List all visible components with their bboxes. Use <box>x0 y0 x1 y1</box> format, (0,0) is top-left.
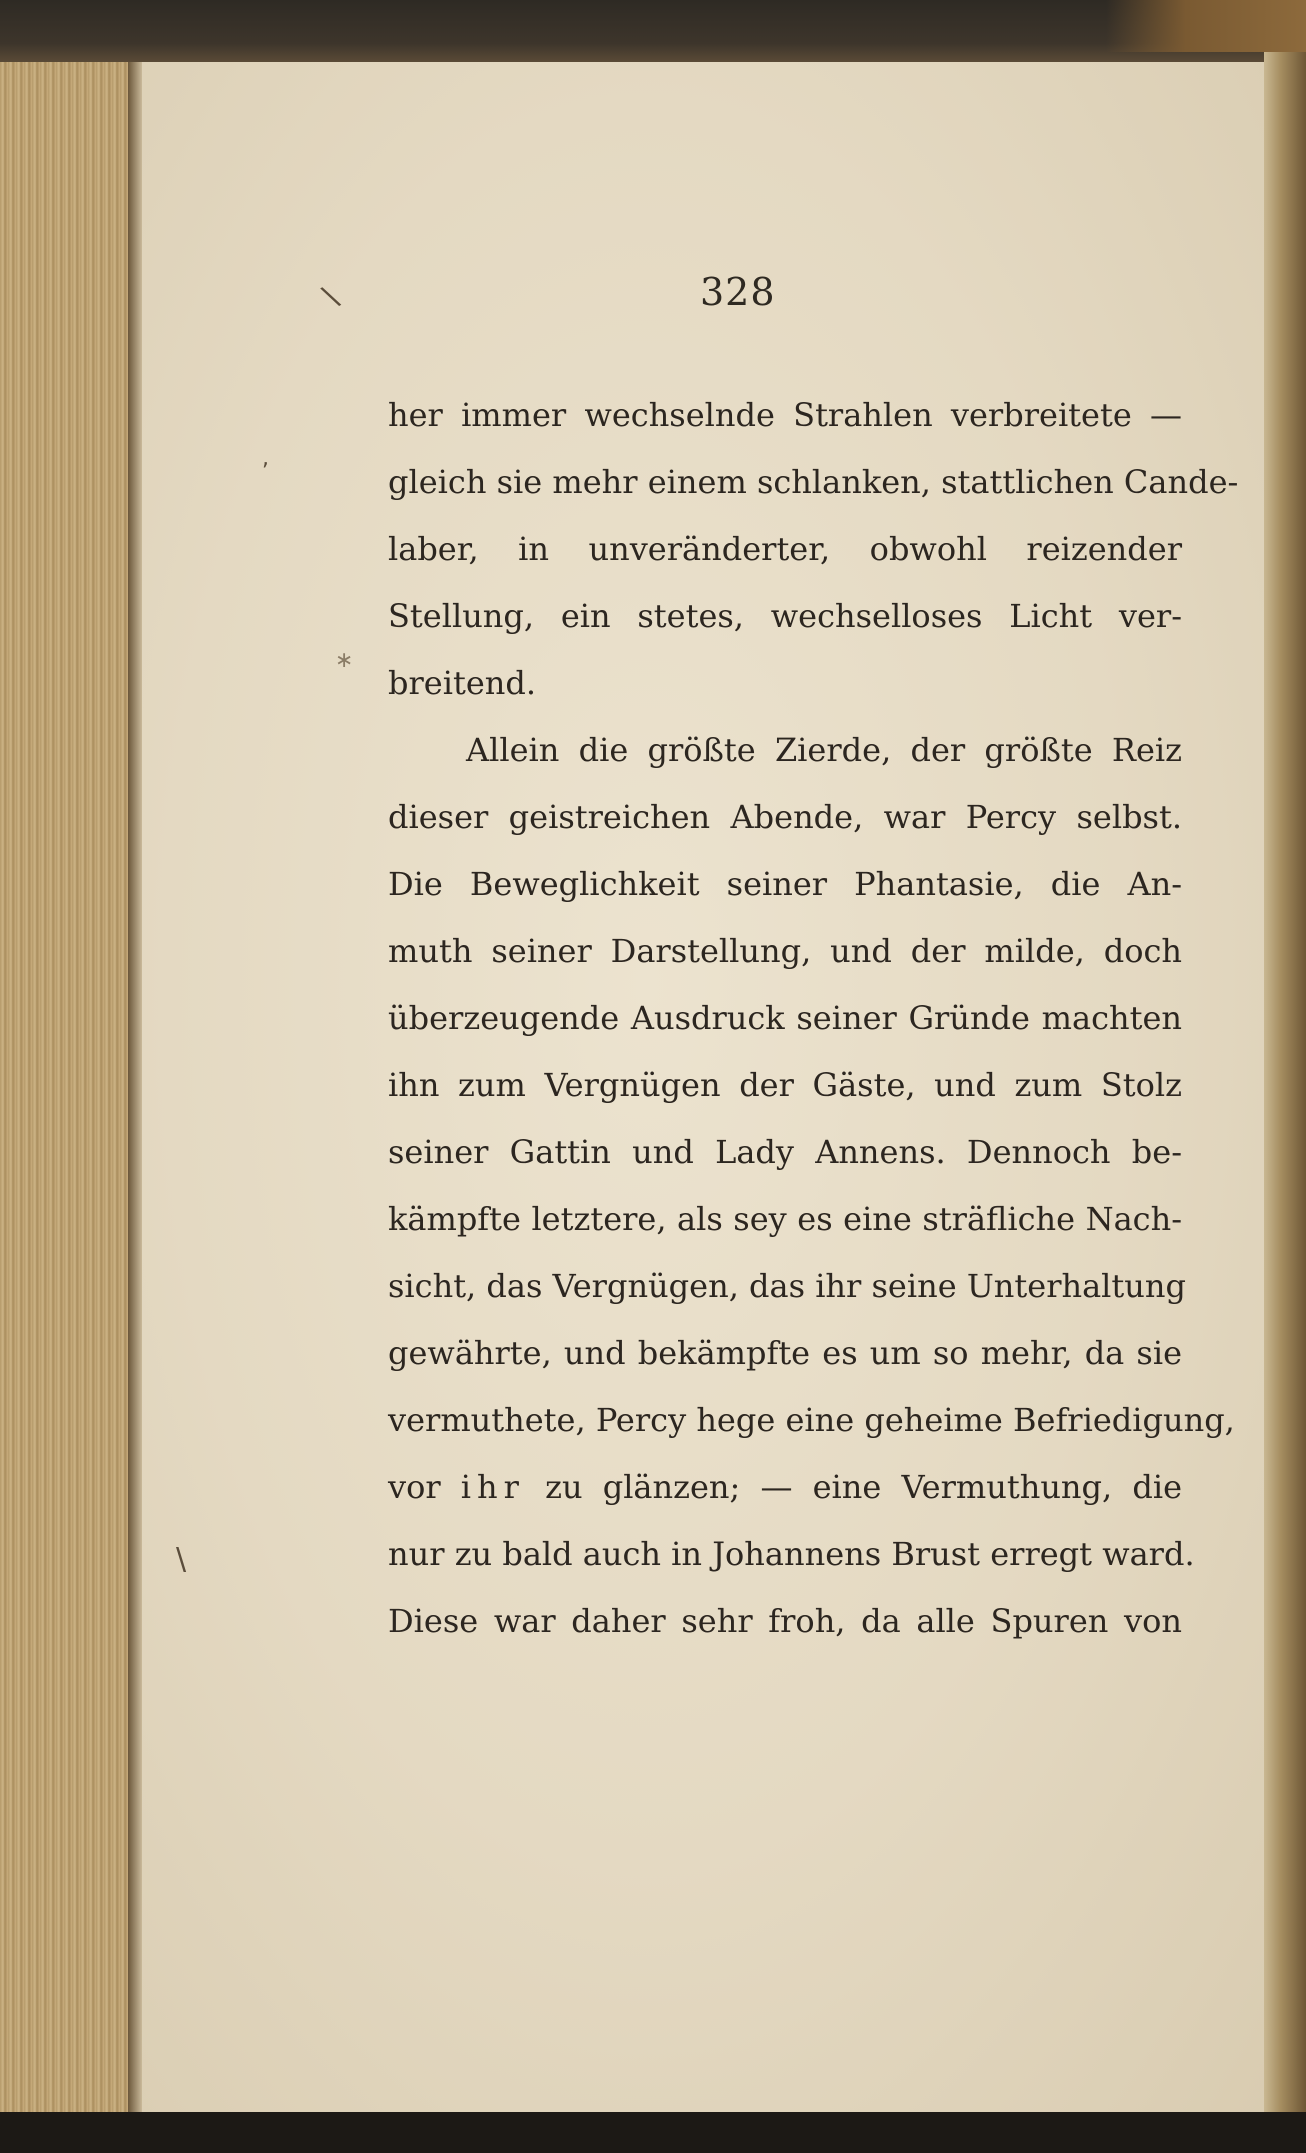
text-line: muth seiner Darstellung, und der milde, doch <box>388 932 1182 970</box>
text-line: her immer wechselnde Strahlen verbreitete — <box>388 396 1182 434</box>
speck-mark: ∗ <box>335 648 354 673</box>
text-line: Diese war daher sehr froh, da alle Spuren von <box>388 1602 1182 1640</box>
text-line: dieser geistreichen Abende, war Percy selbst. <box>388 798 1182 836</box>
emphasized-word: ihr <box>460 1468 525 1506</box>
text-line: gewährte, und bekämpfte es um so mehr, da sie <box>388 1334 1182 1372</box>
text-line: seiner Gattin und Lady Annens. Dennoch be- <box>388 1133 1182 1171</box>
text-line: nur zu bald auch in Johannens Brust erregt ward. <box>388 1535 1195 1573</box>
text-line: vermuthete, Percy hege eine geheime Befriedigung, <box>388 1401 1235 1439</box>
text-line: gleich sie mehr einem schlanken, stattlichen Cande- <box>388 463 1239 501</box>
text-line: Die Beweglichkeit seiner Phantasie, die An- <box>388 865 1182 903</box>
text-line: sicht, das Vergnügen, das ihr seine Unterhaltung <box>388 1267 1186 1305</box>
text-line: Allein die größte Zierde, der größte Reiz <box>466 731 1182 769</box>
right-page-edge <box>1264 52 1306 2112</box>
scan-bottom-border <box>0 2112 1306 2153</box>
text-line <box>388 1454 1182 1521</box>
speck-mark: \ <box>317 278 344 315</box>
text-line: ihn zum Vergnügen der Gäste, und zum Stolz <box>388 1066 1182 1104</box>
gutter-shadow <box>128 62 142 2112</box>
speck-mark: \ <box>176 1542 187 1577</box>
text-line: laber, in unveränderter, obwohl reizender <box>388 530 1182 568</box>
text-line: kämpfte letztere, als sey es eine sträfliche Nach- <box>388 1200 1182 1238</box>
text-line: breitend. <box>388 664 537 702</box>
body-text <box>388 382 1239 1655</box>
text-line: überzeugende Ausdruck seiner Gründe machten <box>388 999 1182 1037</box>
cover-edge <box>1106 0 1306 52</box>
text-segment: zu glänzen; — eine Vermuthung, die <box>524 1468 1183 1506</box>
text-segment: vor <box>388 1468 461 1506</box>
speck-mark: , <box>262 446 269 471</box>
text-line: Stellung, ein stetes, wechselloses Licht ver- <box>388 597 1182 635</box>
page-stack-edge <box>0 62 132 2112</box>
page-number: 328 <box>700 270 776 314</box>
